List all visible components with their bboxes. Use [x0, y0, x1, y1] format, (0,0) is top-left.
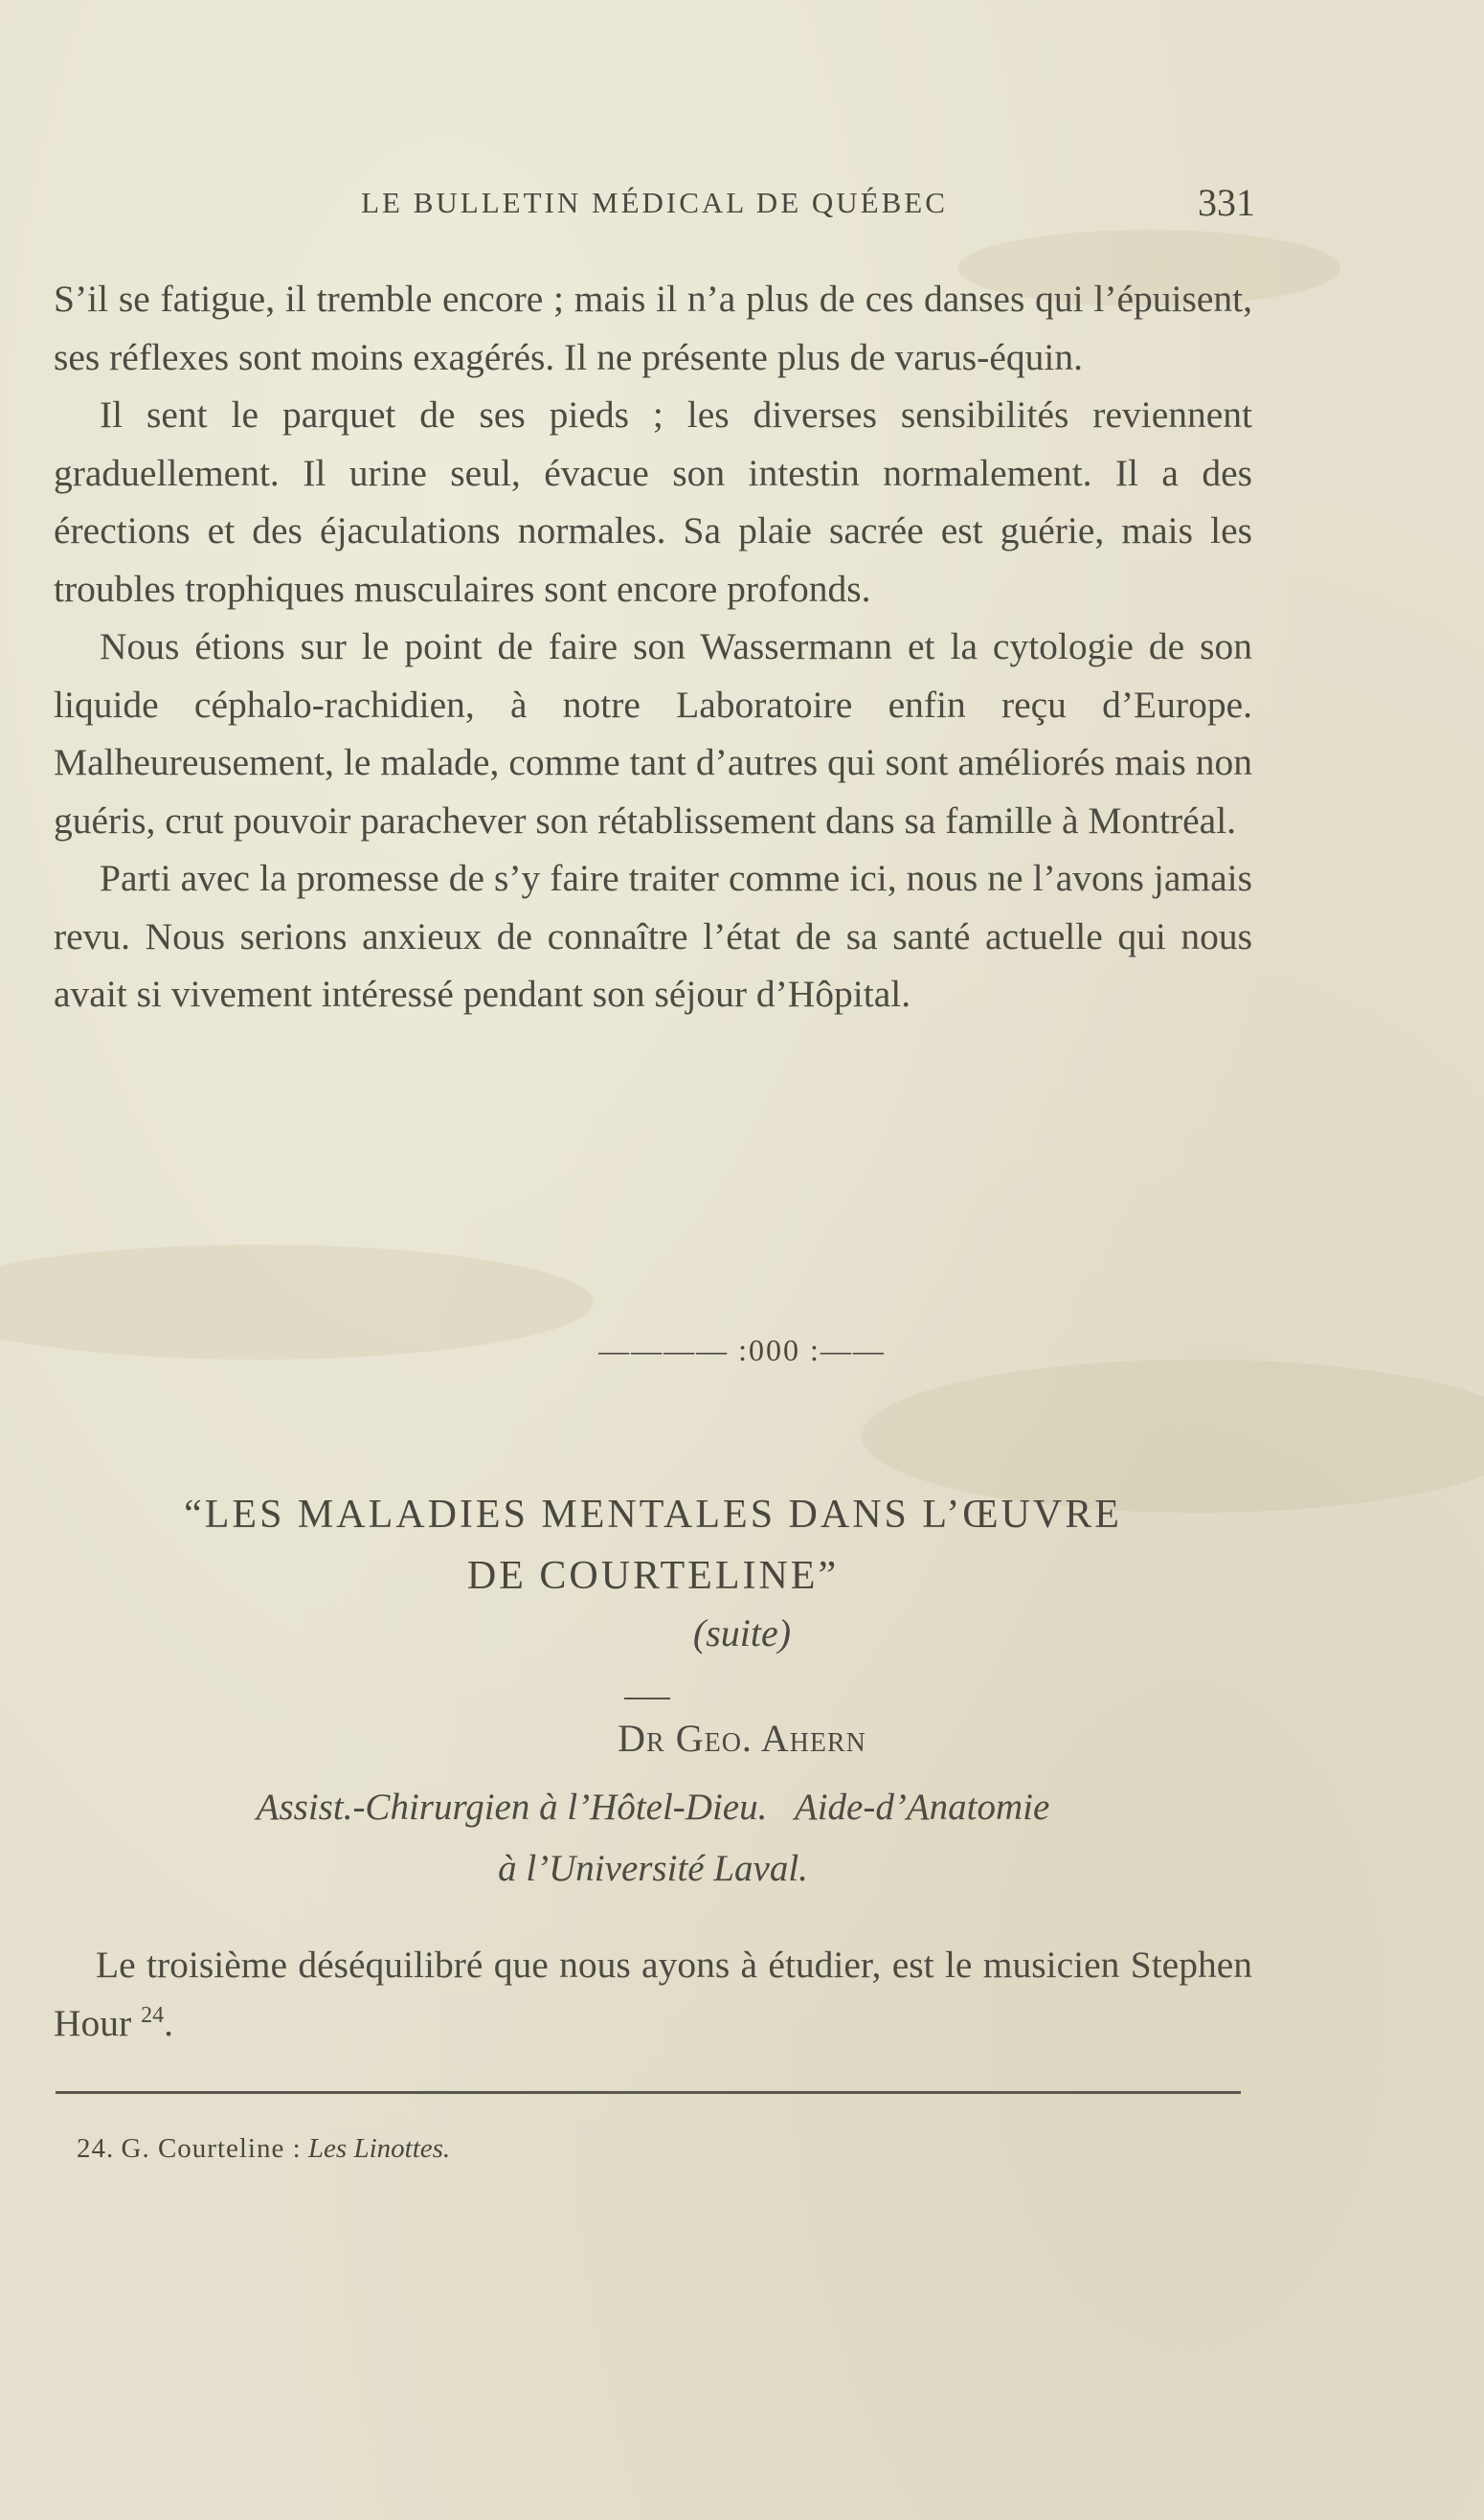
- body-text: [54, 270, 1252, 1024]
- article-text: [54, 1936, 1252, 2052]
- paragraph: Parti avec la promesse de s’y faire traiter comme ici, nous ne l’avons jamais revu. Nous serions anxieux de connaître l’état de sa santé actuelle qui nous avait si vivement intéressé pendant son séjour d’Hôpital.: [54, 857, 1252, 1015]
- section-separator: ———— :000 :——: [598, 1333, 886, 1367]
- paragraph: [54, 1936, 1252, 2052]
- running-title: LE BULLETIN MÉDICAL DE QUÉBEC: [361, 186, 948, 219]
- footnote: [77, 2133, 1225, 2165]
- footnote-reference[interactable]: 24: [141, 2002, 165, 2028]
- author-affiliation: [54, 1777, 1252, 1900]
- article-title-line: “LES MALADIES MENTALES DANS L’ŒUVRE: [184, 1493, 1122, 1537]
- paragraph-end: .: [164, 2001, 173, 2044]
- page-header: [54, 180, 1255, 228]
- divider: [624, 1698, 670, 1699]
- footnote-title: Les Linottes.: [307, 2133, 451, 2164]
- footnote-divider: [56, 2091, 1241, 2094]
- article-title-line: DE COURTELINE”: [466, 1554, 840, 1598]
- paragraph: S’il se fatigue, il tremble encore ; mais il n’a plus de ces danses qui l’épuisent, ses réflexes sont moins exagérés. Il ne présente plus de varus-équin.: [54, 278, 1252, 378]
- article-subtitle: (suite): [692, 1611, 792, 1654]
- article-author: Dr Geo. Ahern: [618, 1717, 866, 1760]
- footnote-author: G. Courteline :: [121, 2133, 302, 2164]
- paragraph: Nous étions sur le point de faire son Wassermann et la cytologie de son liquide céphalo-rachidien, à notre Laboratoire enfin reçu d’Europe. Malheureusement, le malade, comme tant d’autres qui sont améliorés mais non guéris, crut pouvoir parachever son rétablissement dans sa famille à Montréal.: [54, 625, 1252, 842]
- affiliation-line: à l’Université Laval.: [498, 1848, 808, 1889]
- paragraph: Il sent le parquet de ses pieds ; les diverses sensibilités reviennent graduellement. Il urine seul, évacue son intestin normalement. Il a des érections et des éjaculations normales. Sa plaie sacrée est guérie, mais les troubles trophiques musculaires sont encore profonds.: [54, 394, 1252, 610]
- page-number: 331: [1198, 181, 1255, 224]
- article-title: [54, 1484, 1252, 1607]
- paragraph-text: Le troisième déséquilibré que nous ayons à étudier, est le musicien Stephen Hour: [54, 1944, 1252, 2044]
- affiliation-line: Assist.-Chirurgien à l’Hôtel-Dieu. Aide-d’Anatomie: [256, 1787, 1050, 1828]
- footnote-number: 24.: [77, 2133, 115, 2164]
